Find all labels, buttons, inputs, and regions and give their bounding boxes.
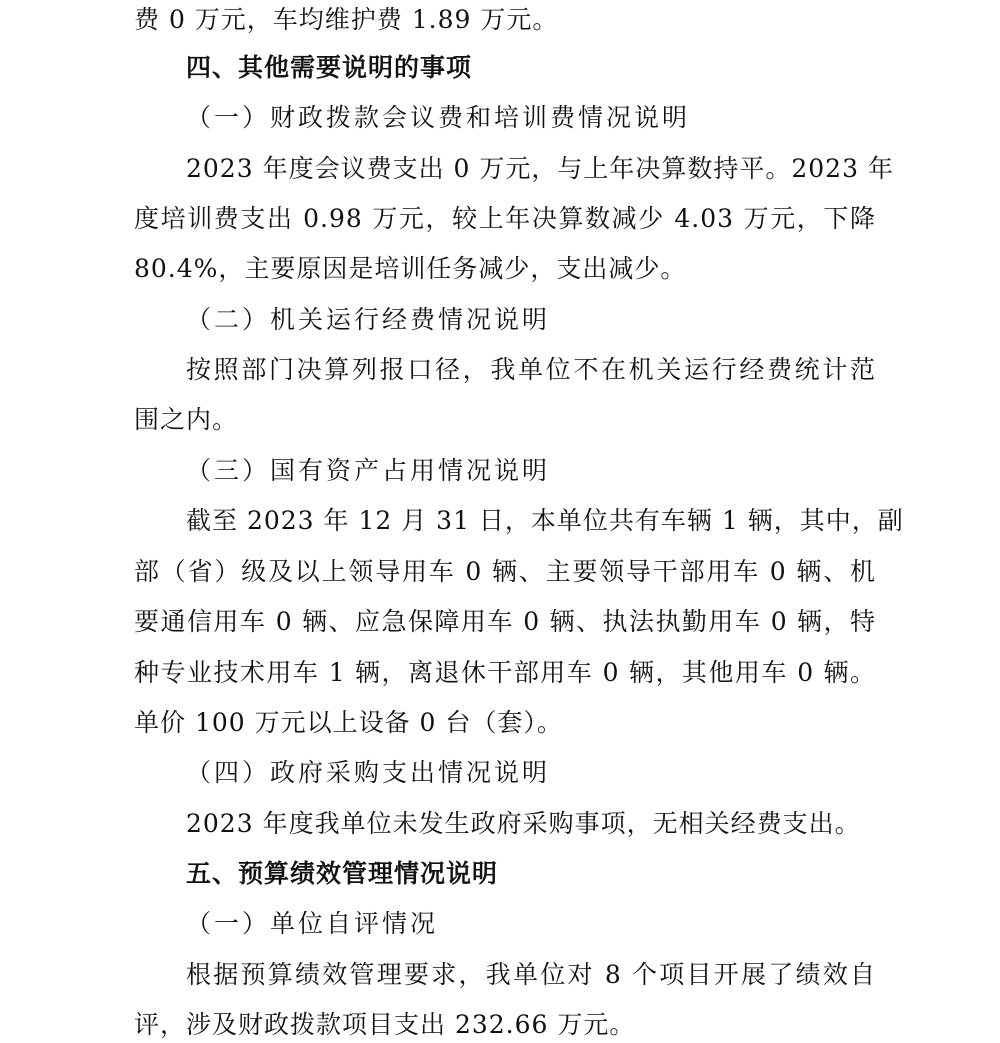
- subheading-self-evaluation: （一）单位自评情况: [186, 909, 439, 938]
- paragraph-line: 评，涉及财政拨款项目支出 232.66 万元。: [134, 1010, 636, 1039]
- paragraph-line: 部（省）级及以上领导用车 0 辆、主要领导干部用车 0 辆、机: [134, 557, 876, 586]
- subheading-government-procurement: （四）政府采购支出情况说明: [186, 758, 551, 787]
- paragraph-line: 2023 年度我单位未发生政府采购事项，无相关经费支出。: [186, 809, 861, 838]
- paragraph-line: 围之内。: [134, 405, 239, 434]
- subheading-operating-expenses: （二）机关运行经费情况说明: [186, 305, 551, 334]
- subheading-meeting-training-fees: （一）财政拨款会议费和培训费情况说明: [186, 103, 691, 132]
- paragraph-line: 80.4%，主要原因是培训任务减少，支出减少。: [134, 254, 687, 283]
- paragraph-line: 度培训费支出 0.98 万元，较上年决算数减少 4.03 万元，下降: [134, 204, 876, 233]
- paragraph-line: 按照部门决算列报口径，我单位不在机关运行经费统计范: [186, 355, 876, 384]
- section-heading-performance-management: 五、预算绩效管理情况说明: [186, 859, 499, 888]
- subheading-state-assets: （三）国有资产占用情况说明: [186, 456, 551, 485]
- paragraph-line: 种专业技术用车 1 辆，离退休干部用车 0 辆，其他用车 0 辆。: [134, 658, 876, 687]
- paragraph-line: 2023 年度会议费支出 0 万元，与上年决算数持平。2023 年: [186, 154, 894, 183]
- paragraph-line: 费 0 万元，车均维护费 1.89 万元。: [134, 5, 559, 34]
- paragraph-line: 要通信用车 0 辆、应急保障用车 0 辆、执法执勤用车 0 辆，特: [134, 607, 876, 636]
- paragraph-line: 根据预算绩效管理要求，我单位对 8 个项目开展了绩效自: [186, 960, 876, 989]
- section-heading-other-items: 四、其他需要说明的事项: [186, 53, 473, 82]
- paragraph-line: 单价 100 万元以上设备 0 台（套）。: [134, 708, 563, 737]
- paragraph-line: 截至 2023 年 12 月 31 日，本单位共有车辆 1 辆，其中，副: [186, 506, 904, 535]
